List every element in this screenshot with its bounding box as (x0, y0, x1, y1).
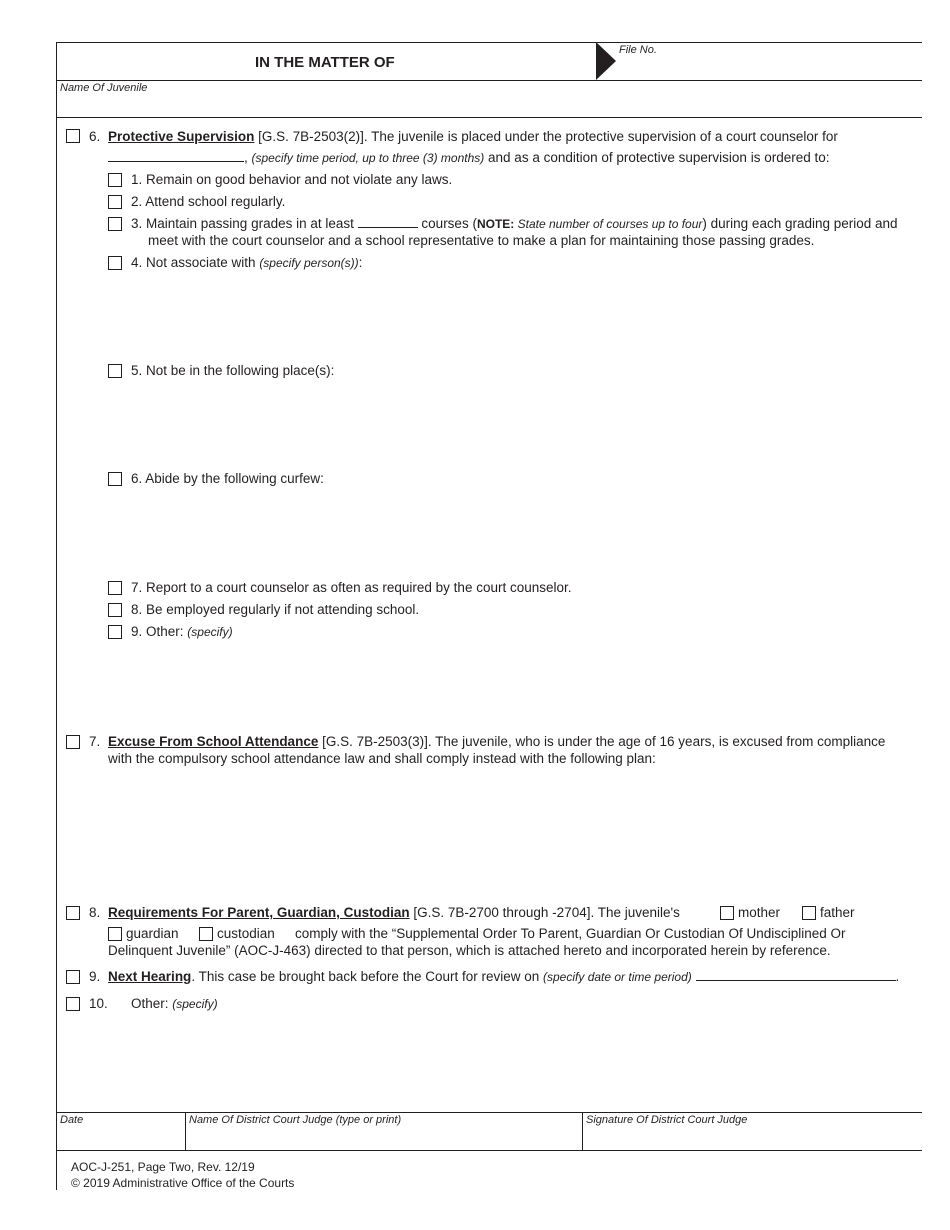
sub4-spec: (specify person(s)) (259, 256, 359, 270)
sub6-checkbox[interactable] (108, 472, 122, 486)
sub3-text-b: courses ( (421, 216, 477, 231)
mother-checkbox[interactable] (720, 906, 734, 920)
judge-signature-label: Signature Of District Court Judge (586, 1114, 748, 1126)
sub9-label: 9. Other: (131, 624, 188, 639)
judge-name-label: Name Of District Court Judge (type or print) (189, 1114, 402, 1126)
item9-checkbox[interactable] (66, 970, 80, 984)
form-id: AOC-J-251, Page Two, Rev. 12/19 (71, 1160, 255, 1174)
sub8-checkbox[interactable] (108, 603, 122, 617)
header-divider (56, 80, 922, 81)
sub9-checkbox[interactable] (108, 625, 122, 639)
father-checkbox[interactable] (802, 906, 816, 920)
sub3-courses-blank[interactable] (358, 215, 418, 228)
sub3-note: NOTE: (476, 217, 515, 231)
item7-checkbox[interactable] (66, 735, 80, 749)
item8-text2: comply with the “Supplemental Order To Parent, Guardian Or Custodian Of Undisciplined Or (295, 926, 846, 941)
sub3-note-text: State number of courses up to four (514, 217, 703, 231)
sub3-line1 (131, 215, 898, 233)
sub5-checkbox[interactable] (108, 364, 122, 378)
sub9-text (131, 623, 233, 641)
item9-number: 9. (89, 969, 101, 984)
item6-number: 6. (89, 129, 101, 144)
guardian-checkbox[interactable] (108, 927, 122, 941)
signature-divider-2 (582, 1112, 583, 1150)
sub3-line2: meet with the court counselor and a school representative to make a plan for maintaining those passing grades. (148, 233, 815, 248)
item9-heading: Next Hearing (108, 969, 192, 984)
item8-heading: Requirements For Parent, Guardian, Custodian (108, 905, 410, 920)
sub2-text: 2. Attend school regularly. (131, 194, 286, 209)
item6-checkbox[interactable] (66, 129, 80, 143)
item8-text3: Delinquent Juvenile” (AOC-J-463) directed to that person, which is attached hereto and incorporated herein by reference. (108, 943, 831, 958)
item7-heading: Excuse From School Attendance (108, 734, 319, 749)
item6-period-spec: (specify time period, up to three (3) months) (251, 151, 485, 165)
juvenile-name-label: Name Of Juvenile (60, 82, 148, 94)
file-no-arrow-icon (596, 42, 616, 80)
item7-line1 (89, 733, 885, 750)
sub4-text: 4. Not associate with (specify person(s)): (131, 255, 363, 270)
file-no-label: File No. (619, 44, 657, 56)
item6-text2: and as a condition of protective supervision is ordered to: (484, 150, 830, 165)
signature-divider-1 (185, 1112, 186, 1150)
sub7-text: 7. Report to a court counselor as often as required by the court counselor. (131, 580, 572, 595)
juvenile-divider (56, 117, 922, 118)
sub3-text-a: 3. Maintain passing grades in at least (131, 216, 354, 231)
date-label: Date (60, 1114, 84, 1126)
sub2-checkbox[interactable] (108, 195, 122, 209)
left-border (56, 42, 57, 1190)
sub9-spec: (specify) (187, 625, 233, 639)
custodian-checkbox[interactable] (199, 927, 213, 941)
page-title: IN THE MATTER OF (255, 54, 395, 71)
item9-spec: (specify date or time period) (543, 970, 692, 984)
item10-text (131, 995, 218, 1013)
sub1-text: 1. Remain on good behavior and not violate any laws. (131, 172, 453, 187)
item10-label: Other: (131, 996, 173, 1011)
item7-number: 7. (89, 734, 101, 749)
item9-date-blank[interactable] (696, 968, 896, 981)
item8-text1: [G.S. 7B-2700 through -2704]. The juvenile's (409, 905, 680, 920)
sub6-text: 6. Abide by the following curfew: (131, 471, 324, 486)
item7-text1: [G.S. 7B-2503(3)]. The juvenile, who is under the age of 16 years, is excused from compliance (318, 734, 886, 749)
top-border (56, 42, 922, 43)
sub7-checkbox[interactable] (108, 581, 122, 595)
item8-checkbox[interactable] (66, 906, 80, 920)
item10-checkbox[interactable] (66, 997, 80, 1011)
item10-number: 10. (89, 996, 108, 1011)
item6-text1: [G.S. 7B-2503(2)]. The juvenile is placed under the protective supervision of a court counselor for (254, 129, 838, 144)
item10-spec: (specify) (172, 997, 218, 1011)
sub4-checkbox[interactable] (108, 256, 122, 270)
father-label: father (820, 905, 855, 920)
item8-number: 8. (89, 905, 101, 920)
signature-bottom-border (56, 1150, 922, 1151)
item8-line1 (89, 904, 680, 921)
item9-text1: . This case be brought back before the Court for review on (191, 969, 544, 984)
copyright: © 2019 Administrative Office of the Courts (71, 1176, 295, 1190)
item7-line2: with the compulsory school attendance law and shall comply instead with the following plan: (108, 751, 656, 766)
sub5-text: 5. Not be in the following place(s): (131, 363, 335, 378)
mother-label: mother (738, 905, 781, 920)
item6-period-blank[interactable] (108, 149, 244, 162)
item9-line: 9. Next Hearing. This case be brought back before the Court for review on (specify date or time period) . (89, 969, 900, 984)
guardian-label: guardian (126, 926, 179, 941)
sub3-text-c: ) during each grading period and (702, 216, 898, 231)
custodian-label: custodian (217, 926, 275, 941)
sub4-label: 4. Not associate with (131, 255, 260, 270)
item6-line1 (89, 128, 838, 145)
sub8-text: 8. Be employed regularly if not attending school. (131, 602, 420, 617)
sub3-checkbox[interactable] (108, 217, 122, 231)
sub1-checkbox[interactable] (108, 173, 122, 187)
item6-line2: , (specify time period, up to three (3) months) and as a condition of protective supervision is ordered to: (108, 149, 829, 167)
item6-heading: Protective Supervision (108, 129, 255, 144)
